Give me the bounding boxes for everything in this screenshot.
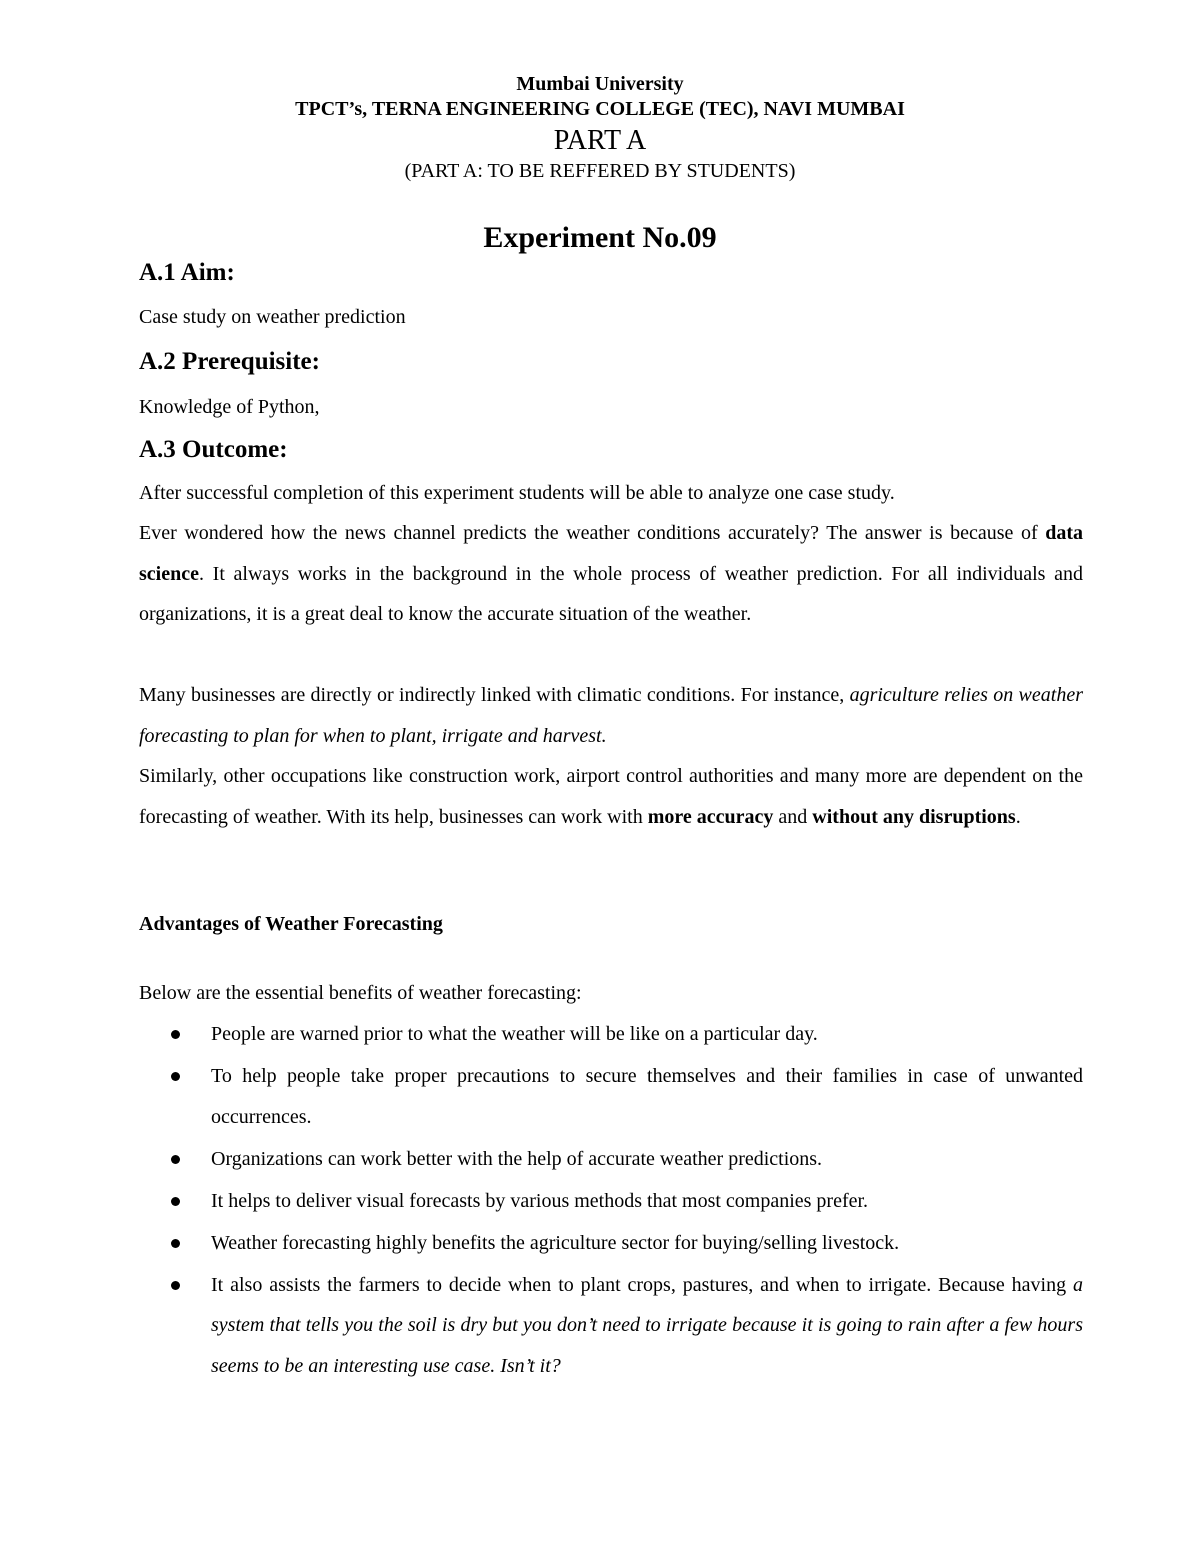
university-name: Mumbai University (516, 73, 684, 95)
p3-bold-1: more accuracy (647, 805, 774, 828)
outcome-paragraph-2 (139, 675, 1083, 756)
p3-bold-2: without any disruptions (812, 805, 1016, 828)
bullet-icon (171, 1072, 180, 1081)
aim-heading: A.1 Aim: (139, 259, 235, 286)
p1-text-b: . It always works in the background in the whole process of weather prediction. For all individuals and organizations, it is a great deal to know the accurate situation of the weather. (139, 562, 1083, 625)
bullet-icon (171, 1281, 180, 1290)
list-item (139, 1056, 1083, 1137)
bullet-icon (171, 1030, 180, 1039)
list-item-text: Organizations can work better with the help of accurate weather predictions. (211, 1147, 823, 1170)
experiment-title: Experiment No.09 (483, 221, 717, 254)
p1-text-a: Ever wondered how the news channel predicts the weather conditions accurately? The answer is because of (139, 522, 1046, 544)
list-item (139, 1265, 1083, 1387)
aim-text: Case study on weather prediction (139, 306, 406, 328)
list-item (139, 1014, 1083, 1055)
list-item-text: People are warned prior to what the weather will be like on a particular day. (211, 1023, 818, 1045)
p2-text-a: Many businesses are directly or indirectly linked with climatic conditions. For instance, (139, 684, 850, 706)
advantages-list (139, 1014, 1083, 1388)
list-item-text: To help people take proper precautions to secure themselves and their families in case of unwanted occurrences. (211, 1065, 1083, 1128)
list-item (139, 1223, 1083, 1264)
part-title: PART A (553, 125, 647, 156)
list-item-italic: a system that tells you the soil is dry but you don’t need to irrigate because it is going to rain after a few hours seems to be an interesting use case. Isn’t it? (211, 1273, 1083, 1377)
list-item (139, 1181, 1083, 1222)
bullet-icon (171, 1197, 180, 1206)
p2-italic: agriculture relies on weather forecasting to plan for when to plant, irrigate and harvest. (139, 684, 1083, 747)
p1-bold: data science (139, 522, 1083, 585)
bullet-icon (171, 1155, 180, 1164)
list-item-text-a: It also assists the farmers to decide when to plant crops, pastures, and when to irrigate. Because having (211, 1273, 1073, 1296)
list-item (139, 1139, 1083, 1180)
p3-text-b: and (773, 805, 813, 828)
college-name: TPCT’s, TERNA ENGINEERING COLLEGE (TEC), NAVI MUMBAI (295, 98, 905, 120)
part-note: (PART A: TO BE REFFERED BY STUDENTS) (404, 160, 796, 182)
outcome-paragraph-3 (139, 756, 1083, 837)
list-item-text: Weather forecasting highly benefits the agriculture sector for buying/selling livestock. (211, 1231, 900, 1254)
prerequisite-heading: A.2 Prerequisite: (139, 348, 320, 375)
outcome-line: After successful completion of this experiment students will be able to analyze one case study. (139, 482, 895, 504)
advantages-intro: Below are the essential benefits of weather forecasting: (139, 982, 582, 1004)
outcome-heading: A.3 Outcome: (139, 436, 288, 463)
advantages-heading: Advantages of Weather Forecasting (139, 913, 443, 935)
bullet-icon (171, 1239, 180, 1248)
list-item-text: It helps to deliver visual forecasts by various methods that most companies prefer. (211, 1189, 869, 1212)
p3-text-a: Similarly, other occupations like construction work, airport control authorities and many more are dependent on the forecasting of weather. With its help, businesses can work with (139, 765, 1083, 828)
outcome-paragraph-1 (139, 513, 1083, 635)
p3-text-c: . (1015, 805, 1021, 828)
prerequisite-text: Knowledge of Python, (139, 396, 320, 418)
